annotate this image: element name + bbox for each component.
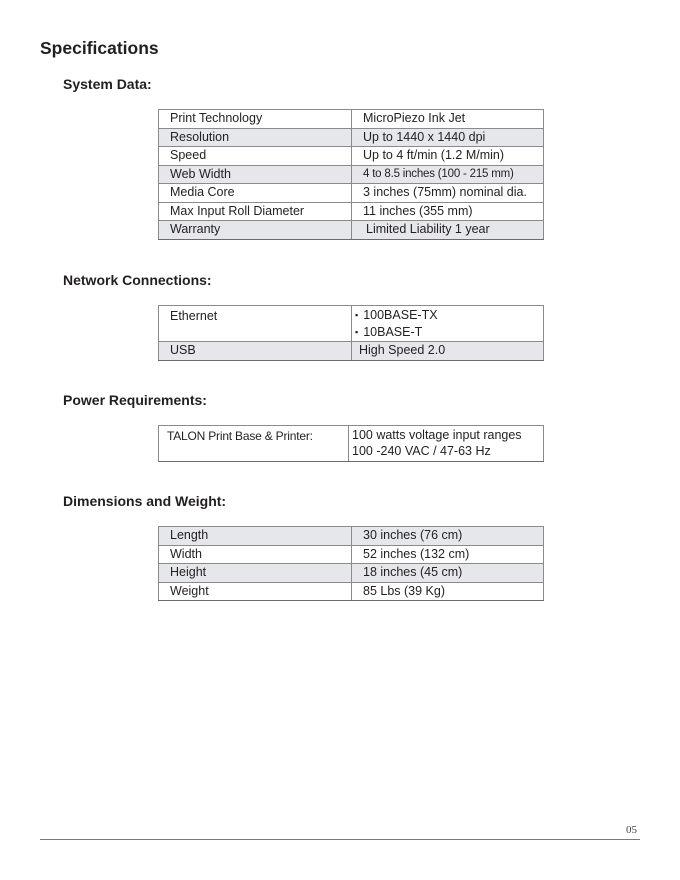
table-row bbox=[159, 165, 544, 184]
table-row bbox=[159, 426, 544, 462]
table-row bbox=[159, 527, 544, 546]
system-data-heading: System Data: bbox=[63, 76, 152, 92]
table-row bbox=[159, 221, 544, 240]
spec-value: 18 inches (45 cm) bbox=[352, 564, 544, 583]
spec-label: Height bbox=[159, 564, 352, 583]
spec-label: Speed bbox=[159, 147, 352, 166]
table-row bbox=[159, 128, 544, 147]
spec-label: Warranty bbox=[159, 221, 352, 240]
system-data-table bbox=[158, 109, 544, 240]
spec-label: Ethernet bbox=[159, 306, 352, 342]
table-row bbox=[159, 564, 544, 583]
table-row bbox=[159, 545, 544, 564]
table-row bbox=[159, 306, 544, 342]
spec-value: 3 inches (75mm) nominal dia. bbox=[352, 184, 544, 203]
spec-value: Up to 1440 x 1440 dpi bbox=[352, 128, 544, 147]
network-heading: Network Connections: bbox=[63, 272, 212, 288]
spec-value: 4 to 8.5 inches (100 - 215 mm) bbox=[352, 165, 544, 184]
spec-value: 85 Lbs (39 Kg) bbox=[352, 582, 544, 601]
power-value-line: 100 -240 VAC / 47-63 Hz bbox=[352, 443, 491, 458]
spec-value: High Speed 2.0 bbox=[352, 342, 544, 361]
dimensions-table bbox=[158, 526, 544, 601]
spec-label: TALON Print Base & Printer: bbox=[159, 426, 349, 462]
table-row bbox=[159, 202, 544, 221]
spec-value: Up to 4 ft/min (1.2 M/min) bbox=[352, 147, 544, 166]
power-value-line: 100 watts voltage input ranges bbox=[352, 428, 522, 442]
table-row bbox=[159, 147, 544, 166]
spec-label: Weight bbox=[159, 582, 352, 601]
power-heading: Power Requirements: bbox=[63, 392, 207, 408]
ethernet-values bbox=[352, 306, 544, 342]
spec-value: 11 inches (355 mm) bbox=[352, 202, 544, 221]
list-item: ▪ 100BASE-TX bbox=[355, 308, 543, 325]
ethernet-value-list bbox=[355, 308, 543, 341]
footer-divider bbox=[40, 839, 640, 840]
table-row bbox=[159, 342, 544, 361]
spec-value: MicroPiezo Ink Jet bbox=[352, 110, 544, 129]
page-number: 05 bbox=[626, 824, 637, 836]
spec-value: 52 inches (132 cm) bbox=[352, 545, 544, 564]
spec-label: Web Width bbox=[159, 165, 352, 184]
power-table bbox=[158, 425, 544, 462]
power-value bbox=[349, 426, 544, 462]
network-table bbox=[158, 305, 544, 361]
list-item: ▪ 10BASE-T bbox=[355, 325, 543, 342]
spec-label: Print Technology bbox=[159, 110, 352, 129]
spec-label: Media Core bbox=[159, 184, 352, 203]
spec-label: USB bbox=[159, 342, 352, 361]
spec-value: 30 inches (76 cm) bbox=[352, 527, 544, 546]
spec-label: Width bbox=[159, 545, 352, 564]
dimensions-heading: Dimensions and Weight: bbox=[63, 493, 227, 509]
spec-value: Limited Liability 1 year bbox=[352, 221, 544, 240]
page-title: Specifications bbox=[40, 38, 159, 58]
spec-label: Resolution bbox=[159, 128, 352, 147]
spec-label: Max Input Roll Diameter bbox=[159, 202, 352, 221]
table-row bbox=[159, 184, 544, 203]
table-row bbox=[159, 582, 544, 601]
table-row bbox=[159, 110, 544, 129]
spec-label: Length bbox=[159, 527, 352, 546]
